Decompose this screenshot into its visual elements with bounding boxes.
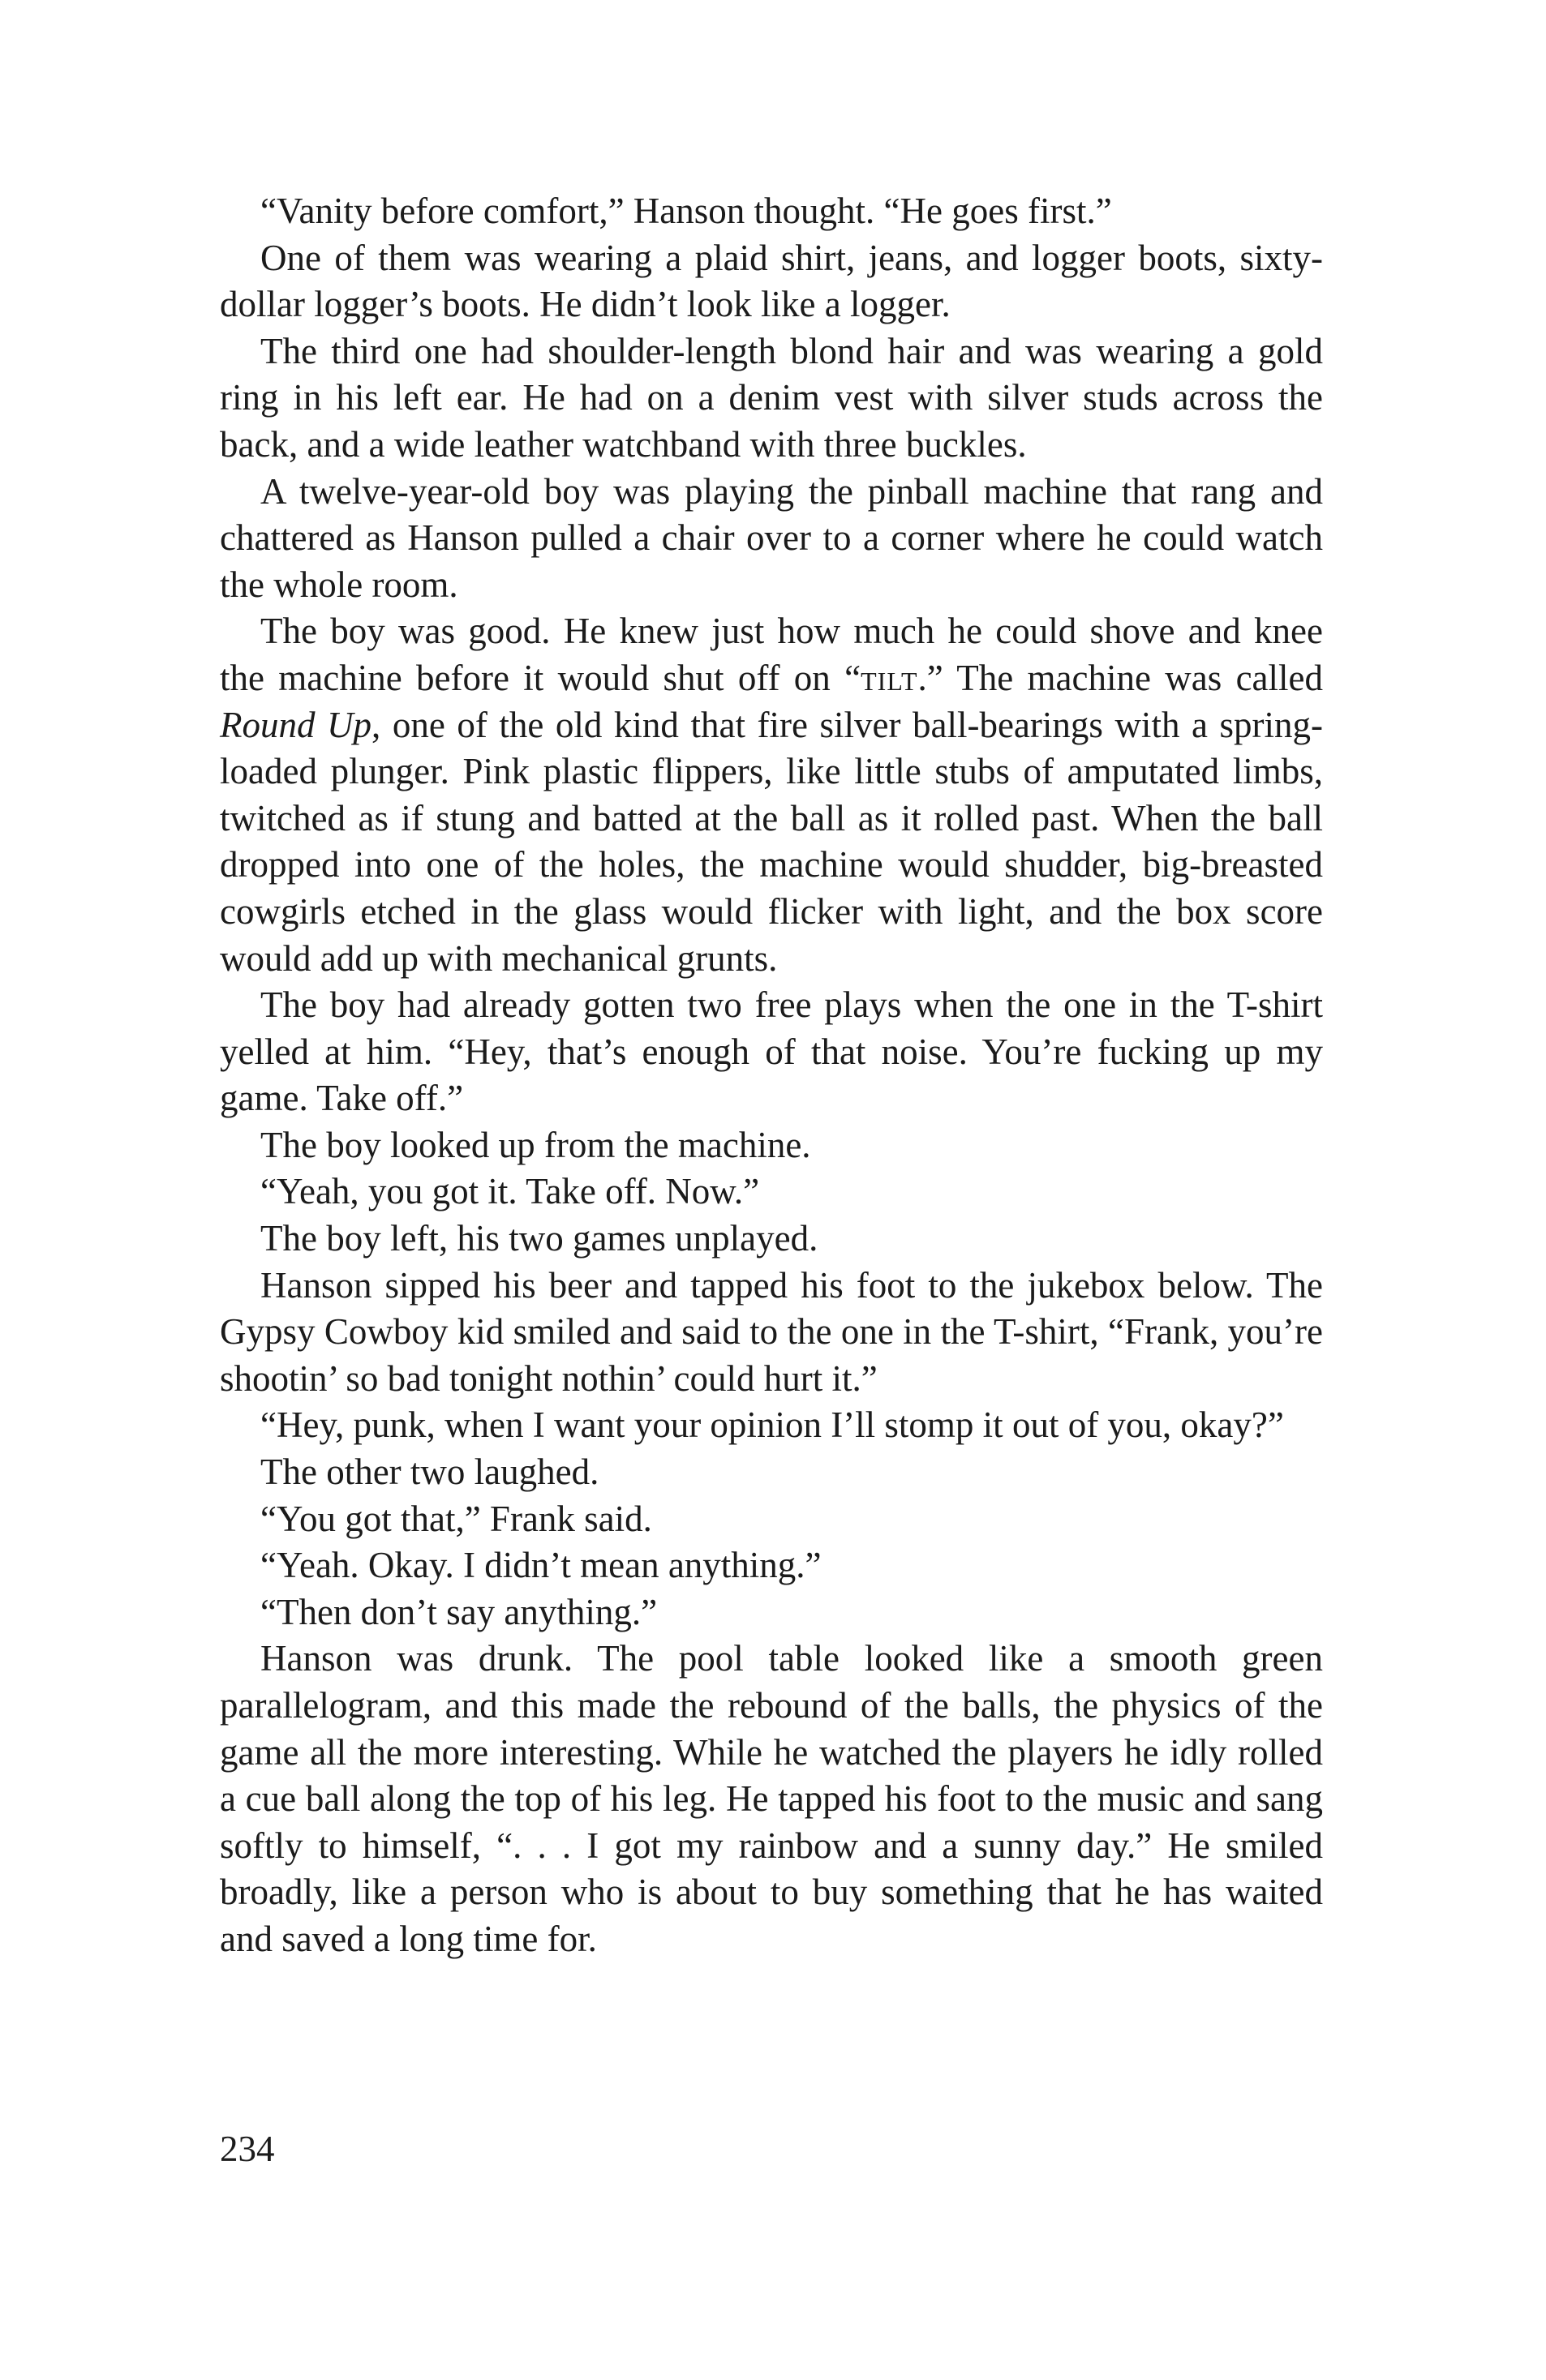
page-body (220, 188, 1323, 1963)
text-block (220, 188, 1323, 1963)
paragraph (220, 1589, 1323, 1636)
paragraph (220, 1216, 1323, 1263)
paragraph (220, 1122, 1323, 1169)
text-run: “Hey, punk, when I want your opinion I’ll stomp it out of you, okay?” (260, 1404, 1284, 1446)
paragraph (220, 188, 1323, 235)
text-run: One of them was wearing a plaid shirt, jeans, and logger boots, sixty-dollar logger’s boots. He didn’t look like a logger. (220, 237, 1323, 325)
paragraph (220, 1263, 1323, 1403)
text-run: “You got that,” Frank said. (260, 1498, 652, 1539)
text-run: .” The machine was called (917, 657, 1324, 698)
text-run: “Vanity before comfort,” Hanson thought. “He goes first.” (260, 191, 1112, 231)
paragraph (220, 1636, 1323, 1962)
paragraph (220, 608, 1323, 982)
text-run: The boy was good. He knew just how much he could shove and knee the machine before it would shut off on “ (220, 611, 1323, 698)
text-run: The boy looked up from the machine. (260, 1124, 811, 1165)
paragraph (220, 1169, 1323, 1216)
paragraph (220, 328, 1323, 469)
text-run: “Yeah, you got it. Take off. Now.” (260, 1171, 760, 1212)
italic-title: Round Up (220, 704, 372, 745)
text-run: “Then don’t say anything.” (260, 1591, 658, 1632)
paragraph (220, 235, 1323, 328)
text-run: Hanson sipped his beer and tapped his foot to the jukebox below. The Gypsy Cowboy kid smiled and said to the one in the T-shirt, “Frank, you’re shootin’ so bad tonight nothin’ could hurt it.” (220, 1264, 1323, 1399)
paragraph (220, 1402, 1323, 1449)
paragraph (220, 1496, 1323, 1543)
paragraph (220, 1449, 1323, 1496)
text-run: The other two laughed. (260, 1452, 599, 1493)
paragraph (220, 982, 1323, 1122)
smallcaps-word: tilt (861, 657, 918, 698)
text-run: Hanson was drunk. The pool table looked like a smooth green parallelogram, and this made the rebound of the balls, the physics of the game all the more interesting. While he watched the players he idly rolled a cue ball along the top of his leg. He tapped his foot to the music and sang softly to himself, “. . . I got my rainbow and a sunny day.” He smiled broadly, like a person who is about to buy something that he has waited and saved a long time for. (220, 1638, 1323, 1959)
text-run: The boy left, his two games unplayed. (260, 1218, 818, 1259)
text-run: The third one had shoulder-length blond hair and was wearing a gold ring in his left ear. He had on a denim vest with silver studs across the back, and a wide leather watchband with three buckles. (220, 330, 1323, 465)
paragraph (220, 469, 1323, 609)
text-run: “Yeah. Okay. I didn’t mean anything.” (260, 1545, 822, 1586)
text-run: , one of the old kind that fire silver ball-bearings with a spring-loaded plunger. Pink plastic flippers, like little stubs of amputated limbs, twitched as if stung and batted at the ball as it rolled past. When the ball dropped into one of the holes, the machine would shudder, big-breasted cowgirls etched in the glass would flicker with light, and the box score would add up with mechanical grunts. (220, 704, 1323, 979)
text-run: A twelve-year-old boy was playing the pinball machine that rang and chattered as Hanson pulled a chair over to a corner where he could watch the whole room. (220, 470, 1323, 605)
text-run: The boy had already gotten two free plays when the one in the T-shirt yelled at him. “Hey, that’s enough of that noise. You’re fucking up my game. Take off.” (220, 984, 1323, 1119)
paragraph (220, 1542, 1323, 1589)
page-number: 234 (220, 2129, 275, 2169)
